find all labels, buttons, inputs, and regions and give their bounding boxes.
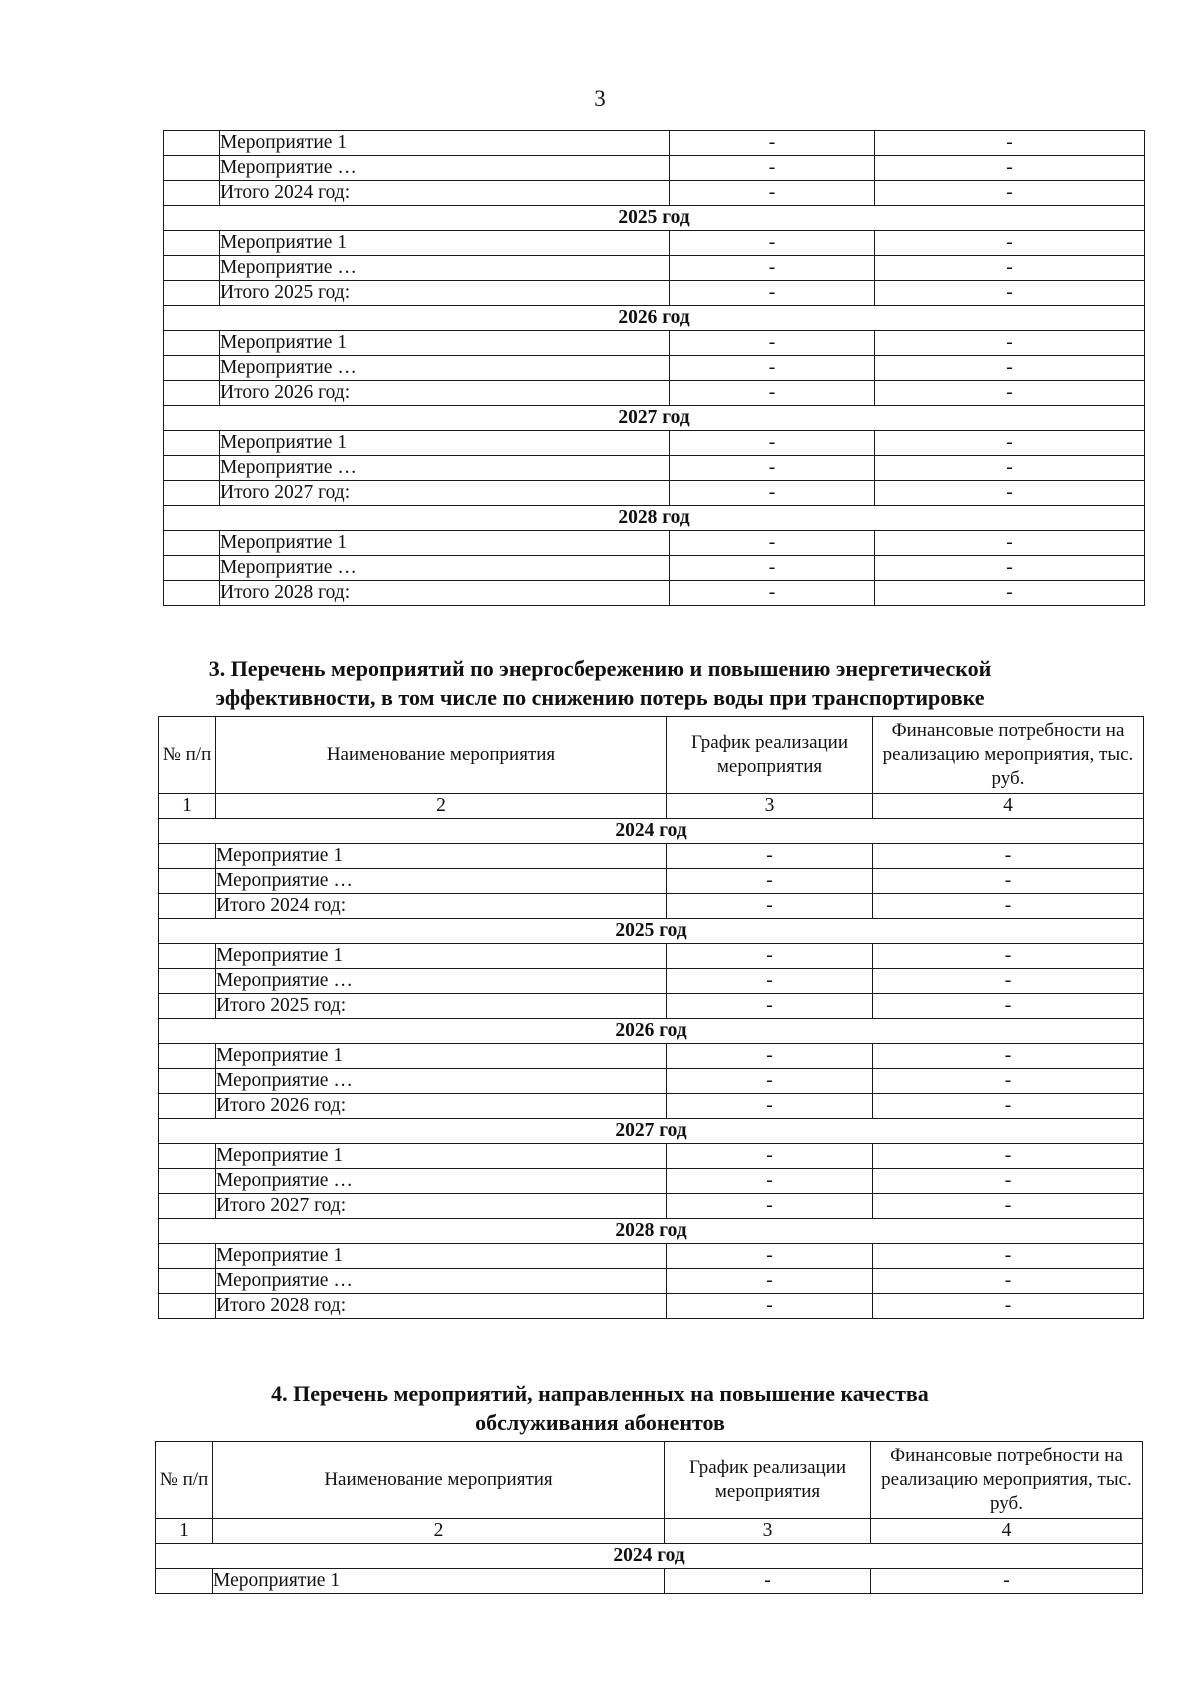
section-3-heading xyxy=(0,654,1200,712)
section-3-heading-line-1: 3. Перечень мероприятий по энергосбережению и повышению энергетической xyxy=(208,656,992,681)
row-number xyxy=(159,1194,216,1219)
column-header-number: № п/п xyxy=(159,717,216,794)
schedule-value: - xyxy=(670,231,875,256)
year-row xyxy=(164,206,1145,231)
column-header-schedule: График реализации мероприятия xyxy=(667,717,873,794)
row-number xyxy=(164,581,220,606)
table-body xyxy=(164,131,1145,606)
total-label: Итого 2026 год: xyxy=(220,381,670,406)
finance-value: - xyxy=(875,181,1145,206)
finance-value: - xyxy=(873,1044,1144,1069)
measure-name: Мероприятие … xyxy=(220,456,670,481)
schedule-value: - xyxy=(670,556,875,581)
year-heading: 2026 год xyxy=(164,306,1145,331)
total-row xyxy=(164,581,1145,606)
schedule-value: - xyxy=(667,1169,873,1194)
column-number: 3 xyxy=(667,794,873,819)
row-number xyxy=(164,356,220,381)
year-row xyxy=(159,919,1144,944)
column-number: 1 xyxy=(159,794,216,819)
finance-value: - xyxy=(873,994,1144,1019)
year-row xyxy=(164,306,1145,331)
total-label: Итого 2027 год: xyxy=(216,1194,667,1219)
total-row xyxy=(164,381,1145,406)
measure-name: Мероприятие … xyxy=(216,969,667,994)
total-row xyxy=(159,894,1144,919)
finance-value: - xyxy=(871,1569,1143,1594)
finance-value: - xyxy=(875,356,1145,381)
schedule-value: - xyxy=(670,456,875,481)
finance-value: - xyxy=(875,156,1145,181)
schedule-value: - xyxy=(670,131,875,156)
total-row xyxy=(164,481,1145,506)
schedule-value: - xyxy=(667,969,873,994)
section-4-heading xyxy=(0,1379,1200,1437)
row-number xyxy=(156,1569,213,1594)
year-heading: 2027 год xyxy=(159,1119,1144,1144)
row-number xyxy=(159,1244,216,1269)
finance-value: - xyxy=(873,844,1144,869)
finance-value: - xyxy=(875,556,1145,581)
finance-value: - xyxy=(875,431,1145,456)
table-row xyxy=(159,1269,1144,1294)
total-label: Итого 2025 год: xyxy=(220,281,670,306)
row-number xyxy=(164,381,220,406)
column-header-schedule: График реализации мероприятия xyxy=(665,1442,871,1519)
measure-name: Мероприятие … xyxy=(220,256,670,281)
measure-name: Мероприятие … xyxy=(220,156,670,181)
year-heading: 2028 год xyxy=(159,1219,1144,1244)
table-row xyxy=(164,531,1145,556)
finance-value: - xyxy=(875,281,1145,306)
table-row xyxy=(164,356,1145,381)
total-row xyxy=(159,1094,1144,1119)
row-number xyxy=(159,1069,216,1094)
measure-name: Мероприятие … xyxy=(216,1069,667,1094)
schedule-value: - xyxy=(667,944,873,969)
row-number xyxy=(159,1144,216,1169)
schedule-value: - xyxy=(665,1569,871,1594)
row-number xyxy=(159,1044,216,1069)
measure-name: Мероприятие 1 xyxy=(220,231,670,256)
finance-value: - xyxy=(873,894,1144,919)
column-header-number: № п/п xyxy=(156,1442,213,1519)
row-number xyxy=(164,531,220,556)
row-number xyxy=(164,256,220,281)
finance-value: - xyxy=(873,1194,1144,1219)
total-label: Итого 2028 год: xyxy=(216,1294,667,1319)
schedule-value: - xyxy=(667,1294,873,1319)
finance-value: - xyxy=(873,1094,1144,1119)
table-row xyxy=(164,156,1145,181)
row-number xyxy=(159,894,216,919)
measure-name: Мероприятие … xyxy=(220,356,670,381)
year-heading: 2024 год xyxy=(156,1544,1143,1569)
schedule-value: - xyxy=(670,356,875,381)
total-label: Итого 2026 год: xyxy=(216,1094,667,1119)
schedule-value: - xyxy=(667,1044,873,1069)
schedule-value: - xyxy=(667,844,873,869)
schedule-value: - xyxy=(667,869,873,894)
page-number: 3 xyxy=(594,86,606,111)
finance-value: - xyxy=(875,531,1145,556)
table-row xyxy=(159,969,1144,994)
schedule-value: - xyxy=(667,1069,873,1094)
service-quality-measures-table xyxy=(155,1441,1143,1594)
schedule-value: - xyxy=(670,431,875,456)
column-number: 2 xyxy=(213,1519,665,1544)
finance-value: - xyxy=(875,231,1145,256)
year-heading: 2025 год xyxy=(164,206,1145,231)
row-number xyxy=(164,481,220,506)
total-row xyxy=(159,994,1144,1019)
schedule-value: - xyxy=(670,181,875,206)
schedule-value: - xyxy=(667,1194,873,1219)
finance-value: - xyxy=(873,1144,1144,1169)
finance-value: - xyxy=(875,381,1145,406)
schedule-value: - xyxy=(670,581,875,606)
schedule-value: - xyxy=(667,1269,873,1294)
year-row xyxy=(159,1119,1144,1144)
row-number xyxy=(164,231,220,256)
schedule-value: - xyxy=(670,331,875,356)
table-row xyxy=(164,331,1145,356)
measure-name: Мероприятие … xyxy=(216,1169,667,1194)
table-row xyxy=(159,1169,1144,1194)
schedule-value: - xyxy=(670,256,875,281)
row-number xyxy=(159,1094,216,1119)
total-row xyxy=(164,281,1145,306)
total-label: Итого 2028 год: xyxy=(220,581,670,606)
table-row xyxy=(159,1069,1144,1094)
total-label: Итого 2024 год: xyxy=(216,894,667,919)
total-row xyxy=(159,1194,1144,1219)
finance-value: - xyxy=(873,944,1144,969)
total-label: Итого 2027 год: xyxy=(220,481,670,506)
finance-value: - xyxy=(873,1069,1144,1094)
year-row xyxy=(159,1219,1144,1244)
measure-name: Мероприятие 1 xyxy=(213,1569,665,1594)
row-number xyxy=(159,1169,216,1194)
column-numbers-row xyxy=(156,1519,1143,1544)
schedule-value: - xyxy=(670,156,875,181)
year-heading: 2026 год xyxy=(159,1019,1144,1044)
row-number xyxy=(159,1294,216,1319)
table-header-row xyxy=(159,717,1144,794)
total-row xyxy=(164,181,1145,206)
measure-name: Мероприятие 1 xyxy=(216,844,667,869)
table-body xyxy=(156,1442,1143,1594)
section-3-heading-line-2: эффективности, в том числе по снижению потерь воды при транспортировке xyxy=(215,685,985,710)
row-number xyxy=(164,431,220,456)
table-row xyxy=(164,456,1145,481)
measure-name: Мероприятие 1 xyxy=(216,1044,667,1069)
schedule-value: - xyxy=(670,381,875,406)
measure-name: Мероприятие 1 xyxy=(220,131,670,156)
finance-value: - xyxy=(873,969,1144,994)
finance-value: - xyxy=(875,581,1145,606)
year-heading: 2025 год xyxy=(159,919,1144,944)
table-header-row xyxy=(156,1442,1143,1519)
row-number xyxy=(159,1269,216,1294)
year-row xyxy=(159,819,1144,844)
finance-value: - xyxy=(873,869,1144,894)
measure-name: Мероприятие 1 xyxy=(216,1244,667,1269)
measure-name: Мероприятие … xyxy=(216,1269,667,1294)
measure-name: Мероприятие … xyxy=(216,869,667,894)
year-row xyxy=(156,1544,1143,1569)
table-row xyxy=(159,1144,1144,1169)
schedule-value: - xyxy=(667,894,873,919)
row-number xyxy=(164,556,220,581)
table-row xyxy=(159,869,1144,894)
finance-value: - xyxy=(873,1269,1144,1294)
table-row xyxy=(159,1244,1144,1269)
table-row xyxy=(164,256,1145,281)
finance-value: - xyxy=(873,1169,1144,1194)
measure-name: Мероприятие … xyxy=(220,556,670,581)
schedule-value: - xyxy=(670,281,875,306)
column-numbers-row xyxy=(159,794,1144,819)
row-number xyxy=(159,969,216,994)
table-row xyxy=(164,431,1145,456)
total-label: Итого 2025 год: xyxy=(216,994,667,1019)
year-row xyxy=(164,506,1145,531)
schedule-value: - xyxy=(670,531,875,556)
total-label: Итого 2024 год: xyxy=(220,181,670,206)
row-number xyxy=(164,131,220,156)
row-number xyxy=(159,994,216,1019)
finance-value: - xyxy=(875,331,1145,356)
column-header-finance: Финансовые потребности на реализацию мероприятия, тыс. руб. xyxy=(871,1442,1143,1519)
table-row xyxy=(159,944,1144,969)
schedule-value: - xyxy=(667,1144,873,1169)
row-number xyxy=(159,844,216,869)
table-row xyxy=(164,556,1145,581)
column-header-name: Наименование мероприятия xyxy=(213,1442,665,1519)
year-heading: 2027 год xyxy=(164,406,1145,431)
row-number xyxy=(164,156,220,181)
measure-name: Мероприятие 1 xyxy=(220,331,670,356)
column-header-name: Наименование мероприятия xyxy=(216,717,667,794)
year-row xyxy=(164,406,1145,431)
section-4-heading-line-1: 4. Перечень мероприятий, направленных на повышение качества xyxy=(271,1381,929,1406)
measure-name: Мероприятие 1 xyxy=(216,1144,667,1169)
section-4-heading-line-2: обслуживания абонентов xyxy=(475,1410,725,1435)
year-heading: 2028 год xyxy=(164,506,1145,531)
column-number: 4 xyxy=(871,1519,1143,1544)
table-row xyxy=(156,1569,1143,1594)
column-number: 2 xyxy=(216,794,667,819)
schedule-value: - xyxy=(667,994,873,1019)
column-number: 4 xyxy=(873,794,1144,819)
row-number xyxy=(164,181,220,206)
table-row xyxy=(159,844,1144,869)
row-number xyxy=(159,944,216,969)
row-number xyxy=(159,869,216,894)
schedule-value: - xyxy=(667,1244,873,1269)
table-body xyxy=(159,717,1144,1319)
finance-value: - xyxy=(873,1244,1144,1269)
total-row xyxy=(159,1294,1144,1319)
energy-saving-measures-table xyxy=(158,716,1144,1319)
schedule-value: - xyxy=(667,1094,873,1119)
measure-name: Мероприятие 1 xyxy=(216,944,667,969)
year-row xyxy=(159,1019,1144,1044)
finance-value: - xyxy=(875,131,1145,156)
continued-measures-table xyxy=(163,130,1145,606)
measure-name: Мероприятие 1 xyxy=(220,431,670,456)
year-heading: 2024 год xyxy=(159,819,1144,844)
row-number xyxy=(164,331,220,356)
finance-value: - xyxy=(873,1294,1144,1319)
finance-value: - xyxy=(875,256,1145,281)
finance-value: - xyxy=(875,481,1145,506)
column-number: 3 xyxy=(665,1519,871,1544)
column-header-finance: Финансовые потребности на реализацию мероприятия, тыс. руб. xyxy=(873,717,1144,794)
table-row xyxy=(164,131,1145,156)
finance-value: - xyxy=(875,456,1145,481)
row-number xyxy=(164,456,220,481)
measure-name: Мероприятие 1 xyxy=(220,531,670,556)
column-number: 1 xyxy=(156,1519,213,1544)
table-row xyxy=(164,231,1145,256)
table-row xyxy=(159,1044,1144,1069)
schedule-value: - xyxy=(670,481,875,506)
row-number xyxy=(164,281,220,306)
